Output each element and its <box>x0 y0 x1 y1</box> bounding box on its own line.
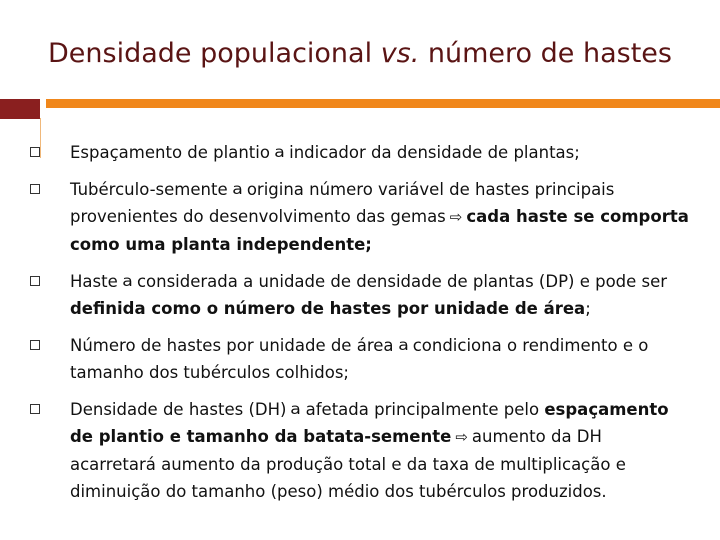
a-arrow-icon: a <box>231 180 243 198</box>
bullet-text: condiciona o rendimento e o tamanho dos tubérculos colhidos; <box>70 336 649 382</box>
right-arrow-icon: ⇨ <box>449 208 463 226</box>
a-arrow-icon: a <box>122 272 133 290</box>
bullet-text: aumento da DH acarretará aumento da produção total e da taxa de multiplicação e diminuição do tamanho (peso) médio dos tubérculos produzidos. <box>70 427 626 501</box>
bullet-text: indicador da densidade de plantas; <box>289 143 580 162</box>
title-text-2: número de hastes <box>419 38 672 69</box>
a-arrow-icon: a <box>290 400 302 418</box>
bullet-text-bold: cada haste se comporta como uma planta independente; <box>70 207 689 254</box>
square-bullet-icon <box>30 404 40 414</box>
bullet-item <box>30 139 690 166</box>
accent-line-orange <box>46 99 720 119</box>
square-bullet-icon <box>30 340 40 350</box>
accent-bar-dark <box>0 99 40 119</box>
bullet-text: origina número variável de hastes principais provenientes do desenvolvimento das gemas <box>70 180 615 226</box>
title-text-italic: vs. <box>380 38 420 69</box>
a-arrow-icon: a <box>274 143 285 161</box>
bullet-text: Haste <box>70 272 118 291</box>
bullet-text: ; <box>585 299 591 318</box>
bullet-text: considerada a unidade de densidade de plantas (DP) e pode ser <box>136 272 668 291</box>
title-text-1: Densidade populacional <box>48 38 381 69</box>
bullet-text: Densidade de hastes (DH) <box>70 400 287 419</box>
a-arrow-icon: a <box>397 336 409 354</box>
bullet-item <box>30 268 690 322</box>
bullet-item <box>30 332 690 386</box>
square-bullet-icon <box>30 147 40 157</box>
right-arrow-icon: ⇨ <box>455 428 468 446</box>
bullet-item <box>30 176 690 258</box>
bullet-item <box>30 396 690 505</box>
slide-title <box>0 38 720 69</box>
bullet-text: Espaçamento de plantio <box>70 143 270 162</box>
bullet-text-bold: espaçamento de plantio e tamanho da batata-semente <box>70 400 669 446</box>
bullet-text: Número de hastes por unidade de área <box>70 336 394 355</box>
bullet-text: Tubérculo-semente <box>70 180 228 199</box>
bullet-list <box>30 139 690 515</box>
square-bullet-icon <box>30 184 40 194</box>
square-bullet-icon <box>30 276 40 286</box>
bullet-text-bold: definida como o número de hastes por unidade de área <box>70 299 586 318</box>
bullet-text: afetada principalmente pelo <box>305 400 540 419</box>
